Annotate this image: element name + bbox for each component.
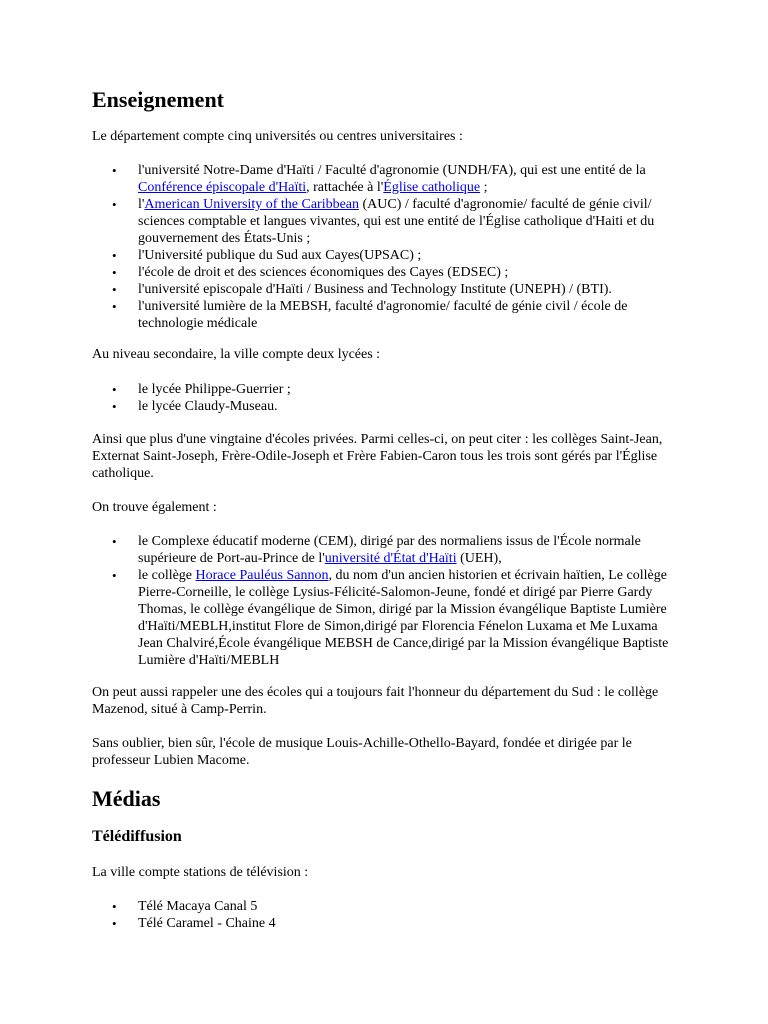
- list-item: • l'université lumière de la MEBSH, faculté d'agronomie/ faculté de génie civil / école de technologie médicale: [92, 298, 682, 332]
- list-item: • l'Université publique du Sud aux Cayes(UPSAC) ;: [92, 247, 682, 264]
- list-item-text: le Complexe éducatif moderne (CEM), dirigé par des normaliens issus de l'École normale supérieure de Port-au-Prince de l': [138, 534, 641, 566]
- paragraph-mazenod: On peut aussi rappeler une des écoles qui a toujours fait l'honneur du département du Sud : le collège Mazenod, situé à Camp-Perrin.: [92, 685, 659, 717]
- list-item-text: ;: [480, 180, 488, 195]
- paragraph-stations-intro: La ville compte stations de télévision :: [92, 865, 309, 880]
- list-item: [92, 196, 682, 247]
- list-item: • l'université episcopale d'Haïti / Business and Technology Institute (UNEPH) / (BTI).: [92, 281, 682, 298]
- link-universite-etat-haiti[interactable]: université d'État d'Haïti: [324, 551, 457, 566]
- list-item: • Télé Macaya Canal 5: [92, 898, 682, 915]
- paragraph-musique: Sans oublier, bien sûr, l'école de musique Louis-Achille-Othello-Bayard, fondée et dirigée par le professeur Lubien Macome.: [92, 736, 632, 768]
- list-item: • le lycée Claudy-Museau.: [92, 398, 682, 415]
- list-universites: [92, 162, 682, 332]
- list-item: • l'école de droit et des sciences économiques des Cayes (EDSEC) ;: [92, 264, 682, 281]
- heading-telediffusion: Télédiffusion: [92, 828, 182, 845]
- paragraph-ecoles-privees: Ainsi que plus d'une vingtaine d'écoles privées. Parmi celles-ci, on peut citer : les collèges Saint-Jean, Externat Saint-Joseph, Frère-Odile-Joseph et Frère Fabien-Caron tous les trois sont gérés par l'Église catholique.: [92, 432, 663, 481]
- list-item: [92, 567, 682, 669]
- list-item-text: , du nom d'un ancien historien et écrivain haïtien, Le collège Pierre-Corneille, le collège Lysius-Félicité-Salomon-Jeune, fondé et dirigé par Pierre Gardy Thomas, le collège évangélique de Simon, dirigé par la Mission évangélique Baptiste Lumière d'Haïti/MEBLH,institut Flore de Simon,dirigé par Florencia Fénelon Luxama et Me Luxama Jean Chalviré,École évangélique MEBSH de Cance,dirigé par la Mission évangélique Baptiste Lumière d'Haïti/MEBLH: [138, 568, 669, 668]
- list-item-text: (UEH),: [456, 551, 502, 566]
- list-lycees: [92, 381, 682, 415]
- list-item-text: (AUC) / faculté d'agronomie/ faculté de génie civil/ sciences comptable et langues vivantes, qui est une entité de l'Église catholique d'Haiti et du gouvernement des États-Unis ;: [138, 197, 655, 246]
- heading-enseignement: Enseignement: [92, 87, 224, 112]
- paragraph-universites-intro: Le département compte cinq universités ou centres universitaires :: [92, 129, 463, 144]
- heading-medias: Médias: [92, 786, 161, 811]
- list-item-text: le collège: [138, 568, 196, 583]
- list-item: [92, 533, 682, 567]
- list-item-text: l': [138, 197, 145, 212]
- list-item: • le lycée Philippe-Guerrier ;: [92, 381, 682, 398]
- link-conference-episcopale[interactable]: Conférence épiscopale d'Haïti: [138, 180, 307, 195]
- link-eglise-catholique[interactable]: Église catholique: [383, 180, 481, 195]
- list-item-text: , rattachée à l': [306, 180, 384, 195]
- list-item: • Télé Caramel - Chaine 4: [92, 915, 682, 932]
- paragraph-secondaire-intro: Au niveau secondaire, la ville compte deux lycées :: [92, 347, 381, 362]
- link-horace-pauleus-sannon[interactable]: Horace Pauléus Sannon: [195, 568, 329, 583]
- list-item-text: l'université Notre-Dame d'Haïti / Faculté d'agronomie (UNDH/FA), qui est une entité de la: [138, 163, 646, 178]
- list-autres-ecoles: [92, 533, 682, 669]
- link-american-university[interactable]: American University of the Caribbean: [144, 197, 360, 212]
- paragraph-egalement: On trouve également :: [92, 500, 217, 515]
- list-item: [92, 162, 682, 196]
- list-stations: [92, 898, 682, 932]
